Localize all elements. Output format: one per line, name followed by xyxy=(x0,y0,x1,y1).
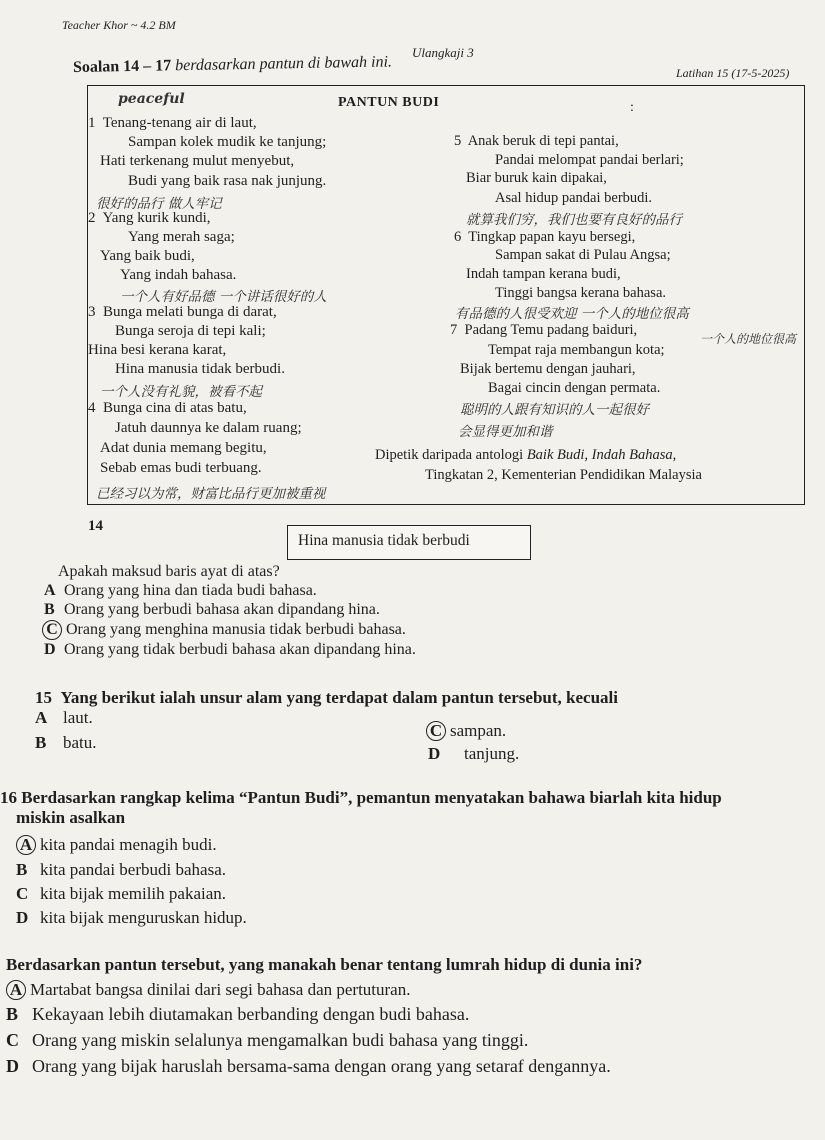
answer-circle: A xyxy=(6,980,26,1000)
instruction-rest: berdasarkan pantun di bawah ini. xyxy=(175,53,393,75)
stanza-7-line-2: Tempat raja membangun kota; xyxy=(488,342,665,358)
stanza-7-handnote-2: 会显得更加和谐 xyxy=(458,424,553,440)
instruction-bold: Soalan 14 – 17 xyxy=(72,57,172,76)
stanza-6-line-4: Tinggi bangsa kerana bahasa. xyxy=(495,285,667,301)
q17-option-a[interactable]: A Martabat bangsa dinilai dari segi bahasa dan pertuturan. xyxy=(6,980,410,1000)
stanza-6-line-2: Sampan sakat di Pulau Angsa; xyxy=(495,247,671,263)
latihan-label: Latihan 15 (17-5-2025) xyxy=(676,66,790,80)
q17-option-d[interactable]: D Orang yang bijak haruslah bersama-sama dengan orang yang setaraf dengannya. xyxy=(6,1056,611,1076)
q15-question: 15 Yang berikut ialah unsur alam yang terdapat dalam pantun tersebut, kecuali xyxy=(35,688,618,707)
answer-circle: A xyxy=(16,835,36,855)
q15-option-c[interactable]: C sampan. xyxy=(426,721,506,741)
stanza-2-line-3: Yang baik budi, xyxy=(100,248,195,264)
q14-option-a[interactable]: A Orang yang hina dan tiada budi bahasa. xyxy=(44,582,317,599)
teacher-label: Teacher Khor ~ 4.2 BM xyxy=(62,18,176,32)
stanza-3-line-4: Hina manusia tidak berbudi. xyxy=(115,361,285,377)
citation-line-1: Dipetik daripada antologi Baik Budi, Indah Bahasa, xyxy=(375,447,677,463)
q14-number: 14 xyxy=(88,518,103,534)
stanza-6-line-1: 6 Tingkap papan kayu bersegi, xyxy=(454,229,636,245)
stanza-3-line-2: Bunga seroja di tepi kali; xyxy=(115,323,266,339)
q17-option-c[interactable]: C Orang yang miskin selalunya mengamalkan budi bahasa yang tinggi. xyxy=(6,1030,529,1050)
q15-option-a[interactable]: A laut. xyxy=(35,708,93,727)
stanza-4-line-2: Jatuh daunnya ke dalam ruang; xyxy=(115,420,302,436)
stanza-1-line-3: Hati terkenang mulut menyebut, xyxy=(100,153,295,169)
stanza-5-line-3: Biar buruk kain dipakai, xyxy=(466,170,607,186)
stanza-7-line-3: Bijak bertemu dengan jauhari, xyxy=(460,361,636,377)
side-handnote: 一个人的地位很高 xyxy=(700,332,797,346)
q14-option-c[interactable]: C Orang yang menghina manusia tidak berbudi bahasa. xyxy=(42,620,406,640)
citation-line-2: Tingkatan 2, Kementerian Pendidikan Malaysia xyxy=(425,467,702,483)
stanza-6-handnote: 有品德的人很受欢迎 一个人的地位很高 xyxy=(455,306,689,322)
q14-quote: Hina manusia tidak berbudi xyxy=(298,532,470,549)
q14-question: Apakah maksud baris ayat di atas? xyxy=(58,563,280,580)
stanza-2-line-2: Yang merah saga; xyxy=(128,229,235,245)
q16-option-c[interactable]: C kita bijak memilih pakaian. xyxy=(16,884,227,903)
stanza-4-line-3: Adat dunia memang begitu, xyxy=(100,440,267,456)
stanza-5-handnote: 就算我们穷，我们也要有良好的品行 xyxy=(466,212,682,228)
stanza-3-line-1: 3 Bunga melati bunga di darat, xyxy=(88,304,277,320)
stanza-4-handnote: 已经习以为常，财富比品行更加被重视 xyxy=(96,486,326,502)
q16-question-line-1: 16 Berdasarkan rangkap kelima “Pantun Budi”, pemantun menyatakan bahawa biarlah kita hidup xyxy=(0,788,722,807)
q16-option-d[interactable]: D kita bijak menguruskan hidup. xyxy=(16,908,247,927)
stanza-2-handnote: 一个人有好品德 一个讲话很好的人 xyxy=(120,289,327,305)
stanza-5-line-1: 5 Anak beruk di tepi pantai, xyxy=(454,133,619,149)
stanza-7-line-4: Bagai cincin dengan permata. xyxy=(488,380,661,396)
answer-circle: C xyxy=(426,721,446,741)
stanza-1-line-2: Sampan kolek mudik ke tanjung; xyxy=(128,134,327,150)
q16-option-a[interactable]: A kita pandai menagih budi. xyxy=(16,835,217,855)
stanza-2-line-4: Yang indah bahasa. xyxy=(120,267,237,283)
poem-colon: : xyxy=(630,100,634,115)
answer-circle: C xyxy=(42,620,62,640)
q17-option-b[interactable]: B Kekayaan lebih diutamakan berbanding dengan budi bahasa. xyxy=(6,1004,470,1024)
q15-option-d[interactable]: D tanjung. xyxy=(428,744,520,763)
stanza-3-line-3: Hina besi kerana karat, xyxy=(88,342,227,358)
stanza-2-line-1: 2 Yang kurik kundi, xyxy=(88,210,211,226)
stanza-1-line-1: 1 Tenang-tenang air di laut, xyxy=(88,115,257,131)
stanza-4-line-1: 4 Bunga cina di atas batu, xyxy=(88,400,247,416)
q17-question: Berdasarkan pantun tersebut, yang manakah benar tentang lumrah hidup di dunia ini? xyxy=(6,955,643,974)
instruction xyxy=(73,53,392,77)
q14-option-d[interactable]: D Orang yang tidak berbudi bahasa akan dipandang hina. xyxy=(44,641,416,658)
q15-option-b[interactable]: B batu. xyxy=(35,733,97,752)
stanza-7-handnote: 聪明的人跟有知识的人一起很好 xyxy=(460,402,649,418)
q14-option-b[interactable]: B Orang yang berbudi bahasa akan dipandang hina. xyxy=(44,601,380,618)
q16-option-b[interactable]: B kita pandai berbudi bahasa. xyxy=(16,860,226,879)
stanza-5-line-4: Asal hidup pandai berbudi. xyxy=(495,190,653,206)
handwritten-note-peaceful: peaceful xyxy=(118,91,185,107)
ulangkaji-label: Ulangkaji 3 xyxy=(412,45,474,60)
stanza-6-line-3: Indah tampan kerana budi, xyxy=(466,266,621,282)
stanza-5-line-2: Pandai melompat pandai berlari; xyxy=(495,152,684,168)
stanza-7-line-1: 7 Padang Temu padang baiduri, xyxy=(450,322,638,338)
stanza-3-handnote: 一个人没有礼貌，被看不起 xyxy=(100,384,262,400)
stanza-4-line-4: Sebab emas budi terbuang. xyxy=(100,460,262,476)
poem-title: PANTUN BUDI xyxy=(338,95,440,110)
stanza-1-handnote: 很好的品行 做人牢记 xyxy=(96,196,222,212)
q16-question-line-2: miskin asalkan xyxy=(16,808,126,827)
stanza-1-line-4: Budi yang baik rasa nak junjung. xyxy=(128,173,327,189)
